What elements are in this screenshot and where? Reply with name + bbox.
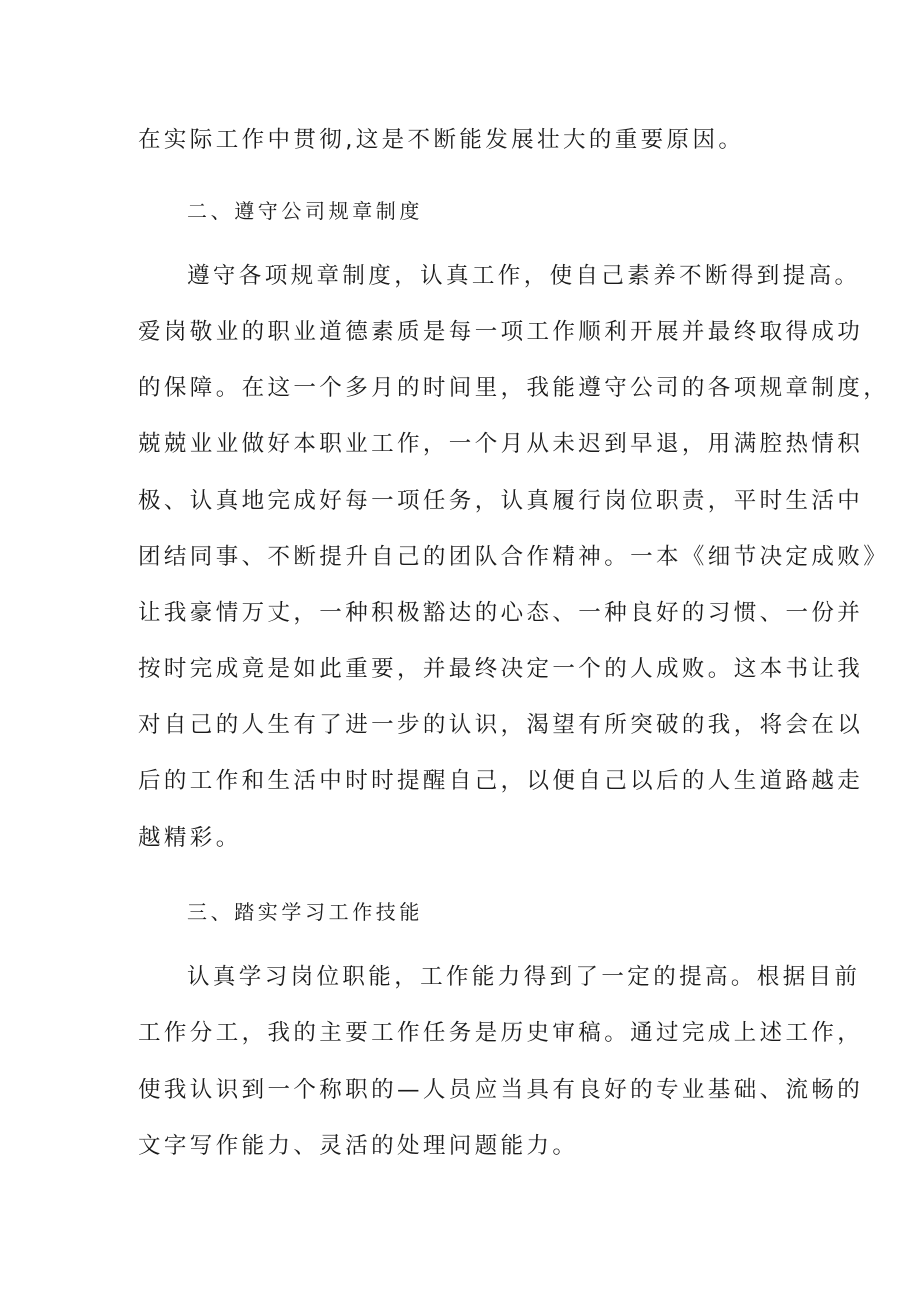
paragraph-line: 在实际工作中贯彻,这是不断能发展壮大的重要原因。 [138,127,745,153]
paragraph-line: 工作分工，我的主要工作任务是历史审稿。通过完成上述工作， [138,1020,864,1046]
section-heading-3: 三、踏实学习工作技能 [187,900,423,924]
paragraph-line: 的保障。在这一个多月的时间里，我能遵守公司的各项规章制度， [138,375,890,401]
paragraph-line: 对自己的人生有了进一步的认识，渴望有所突破的我，将会在以 [138,712,864,738]
paragraph-line: 极、认真地完成好每一项任务，认真履行岗位职责，平时生活中 [138,488,864,514]
paragraph-line: 认真学习岗位职能，工作能力得到了一定的提高。根据目前 [187,964,861,990]
paragraph-line: 文字写作能力、灵活的处理问题能力。 [138,1133,579,1159]
paragraph-line: 遵守各项规章制度，认真工作，使自己素养不断得到提高。 [187,263,861,289]
paragraph-line: 团结同事、不断提升自己的团队合作精神。一本《细节决定成败》 [138,544,890,570]
paragraph-line: 使我认识到一个称职的—人员应当具有良好的专业基础、流畅的 [138,1077,864,1103]
paragraph-line: 让我豪情万丈，一种积极豁达的心态、一种良好的习惯、一份并 [138,600,864,626]
paragraph-line: 按时完成竟是如此重要，并最终决定一个的人成败。这本书让我 [138,656,864,682]
paragraph-line: 兢兢业业做好本职业工作，一个月从未迟到早退，用满腔热情积 [138,431,864,457]
paragraph-line: 后的工作和生活中时时提醒自己，以便自己以后的人生道路越走 [138,768,864,794]
section-heading-2: 二、遵守公司规章制度 [187,199,423,223]
paragraph-line: 越精彩。 [138,825,242,851]
paragraph-line: 爱岗敬业的职业道德素质是每一项工作顺利开展并最终取得成功 [138,319,864,345]
